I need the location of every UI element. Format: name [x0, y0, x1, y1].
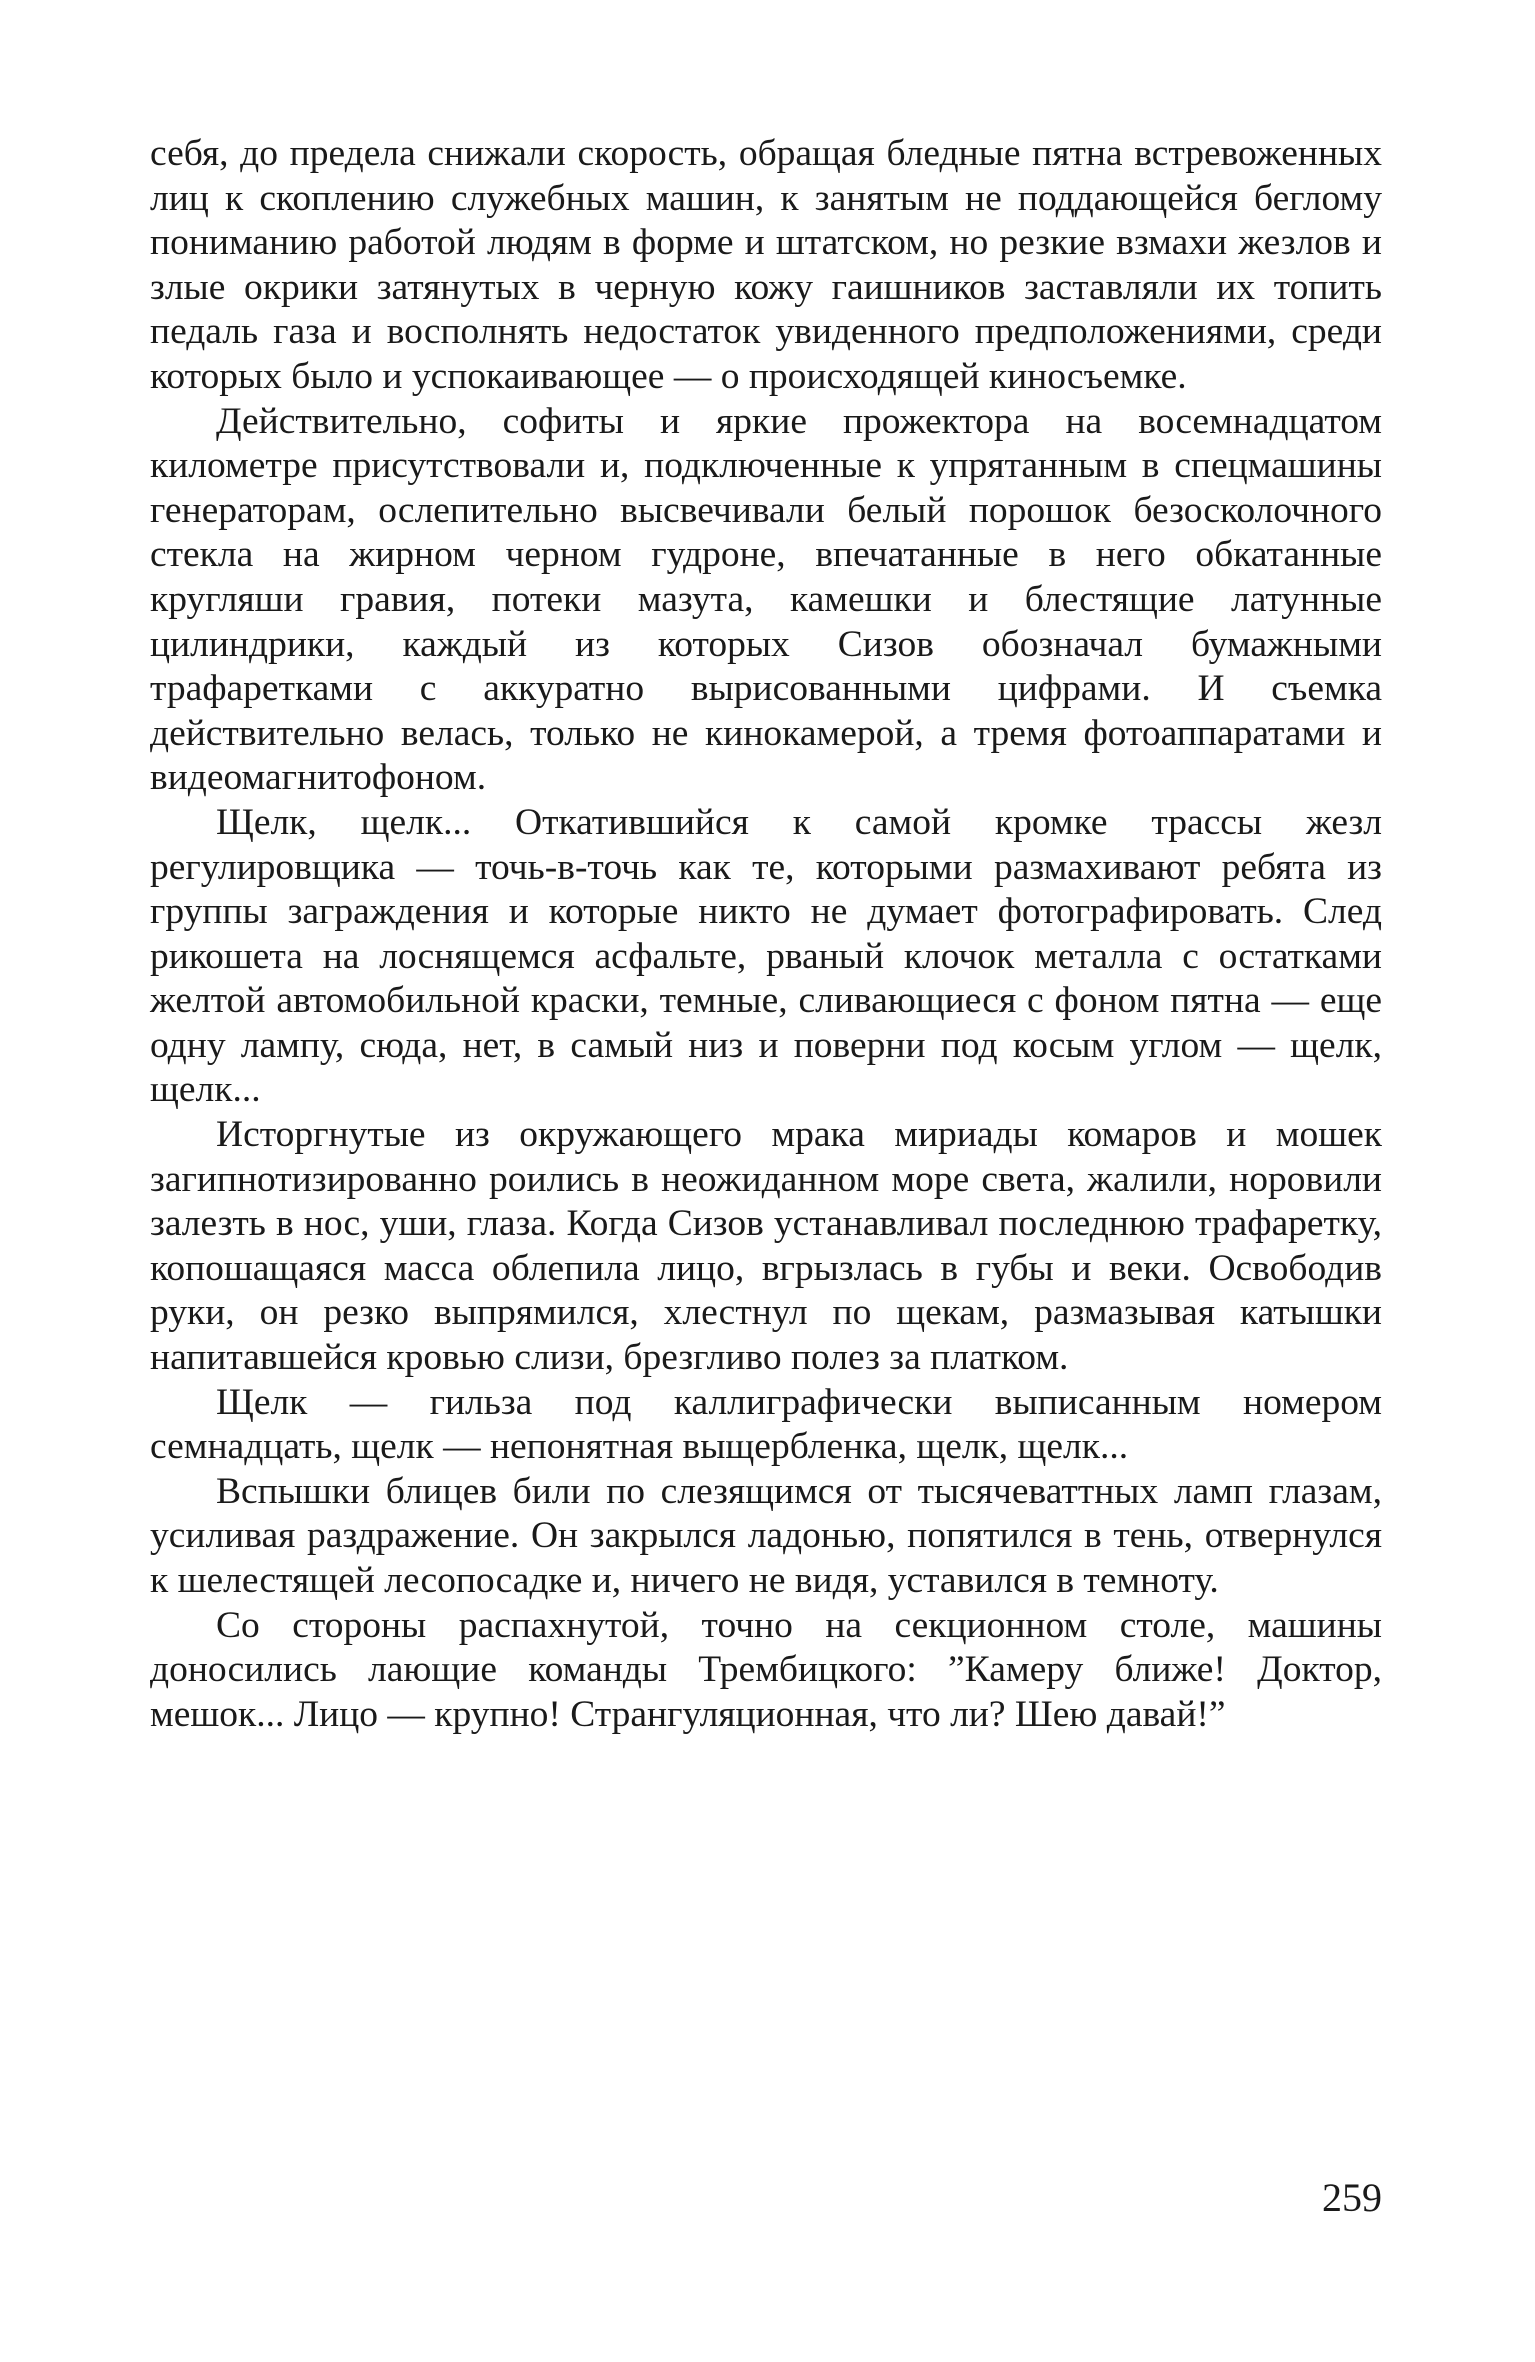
paragraph-2: Действительно, софиты и яркие прожектора на восемнадцатом километре присутствовали и, подключенные к упрятанным в спецмашины генераторам, ослепительно высвечивали белый порошок безосколочного стекла на жирном черном гудроне, впечатанные в него обкатанные кругляши гравия, потеки мазута, камешки и блестящие латунные цилиндрики, каждый из которых Сизов обозначал бумажными трафаретками с аккуратно вырисованными цифрами. И съемка действительно велась, только не кинокамерой, а тремя фотоаппаратами и видеомагнитофоном.: [150, 400, 1382, 799]
paragraph-5: Щелк — гильза под каллиграфически выписанным номером семнадцать, щелк — непонятная выщербленка, щелк, щелк...: [150, 1381, 1382, 1468]
paragraph-3: Щелк, щелк... Откатившийся к самой кромке трассы жезл регулировщика — точь-в-точь как те, которыми размахивают ребята из группы заграждения и которые никто не думает фотографировать. След рикошета на лоснящемся асфальте, рваный клочок металла с остатками желтой автомобильной краски, темные, сливающиеся с фоном пятна — еще одну лампу, сюда, нет, в самый низ и поверни под косым углом — щелк, щелк...: [150, 801, 1382, 1111]
page-number: 259: [1322, 2175, 1382, 2220]
paragraph-4: Исторгнутые из окружающего мрака мириады комаров и мошек загипнотизированно роились в неожиданном море света, жалили, норовили залезть в нос, уши, глаза. Когда Сизов устанавливал последнюю трафаретку, копошащаяся масса облепила лицо, вгрызлась в губы и веки. Освободив руки, он резко выпрямился, хлестнул по щекам, размазывая катышки напитавшейся кровью слизи, брезгливо полез за платком.: [150, 1114, 1382, 1379]
page-text: [150, 132, 1382, 1737]
paragraph-1: себя, до предела снижали скорость, обращая бледные пятна встревоженных лиц к скоплению служебных машин, к занятым не поддающейся беглому пониманию работой людям в форме и штатском, но резкие взмахи жезлов и злые окрики затянутых в черную кожу гаишников заставляли их топить педаль газа и восполнять недостаток увиденного предположениями, среди которых было и успокаивающее — о происходящей киносъемке.: [150, 133, 1382, 397]
paragraph-7: Со стороны распахнутой, точно на секционном столе, машины доносились лающие команды Трембицкого: ”Камеру ближе! Доктор, мешок... Лицо — крупно! Странгуляционная, что ли? Шею давай!”: [150, 1604, 1382, 1735]
paragraph-6: Вспышки блицев били по слезящимся от тысячеваттных ламп глазам, усиливая раздражение. Он закрылся ладонью, попятился в тень, отвернулся к шелестящей лесопосадке и, ничего не видя, уставился в темноту.: [150, 1470, 1382, 1601]
